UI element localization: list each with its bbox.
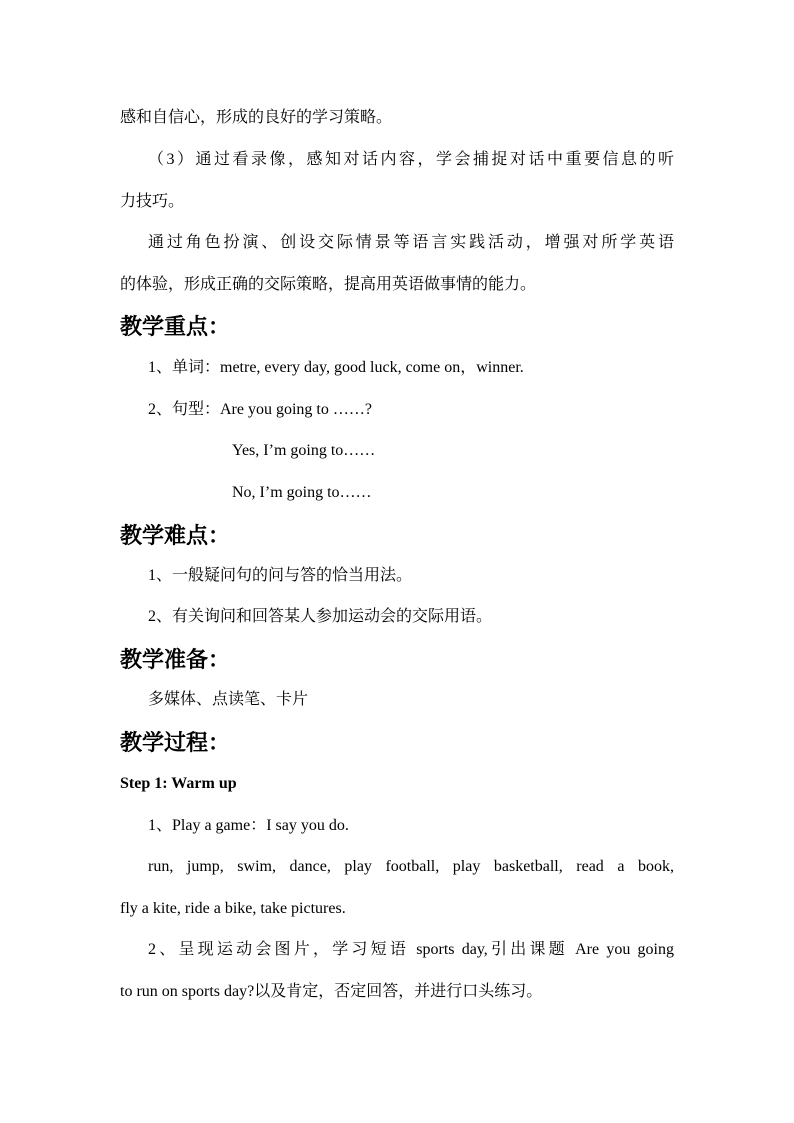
list-item: 2、有关询问和回答某人参加运动会的交际用语。 [148, 608, 493, 625]
list-item: 1、单词：metre, every day, good luck, come on，winner. [148, 359, 524, 376]
section-heading-process: 教学过程： [120, 730, 231, 756]
list-item: 1、Play a game：I say you do. [148, 817, 349, 834]
list-item-continuation: to run on sports day?以及肯定，否定回答，并进行口头练习。 [120, 983, 543, 1000]
list-item: 1、一般疑问句的问与答的恰当用法。 [148, 567, 413, 584]
word-list-line: run, jump, swim, dance, play football, play basketball, read a book, [148, 858, 674, 875]
section-heading-difficulties: 教学难点： [120, 523, 231, 549]
step-title: Step 1: Warm up [120, 775, 237, 792]
word-list-line: fly a kite, ride a bike, take pictures. [120, 900, 346, 917]
preparation-text: 多媒体、点读笔、卡片 [148, 691, 309, 708]
paragraph-line: 的体验，形成正确的交际策略，提高用英语做事情的能力。 [120, 276, 537, 293]
list-item: 2、呈现运动会图片，学习短语 sports day,引出课题 Are you going [148, 941, 674, 958]
sentence-pattern: Yes, I’m going to…… [232, 442, 376, 459]
paragraph-line: 力技巧。 [120, 193, 185, 210]
sentence-pattern: No, I’m going to…… [232, 484, 372, 501]
section-heading-preparation: 教学准备： [120, 647, 231, 673]
paragraph-line: （3）通过看录像，感知对话内容，学会捕捉对话中重要信息的听 [148, 151, 674, 168]
paragraph-line: 感和自信心，形成的良好的学习策略。 [120, 109, 393, 126]
list-item: 2、句型：Are you going to ……? [148, 401, 372, 418]
paragraph-line: 通过角色扮演、创设交际情景等语言实践活动，增强对所学英语 [148, 234, 674, 251]
section-heading-key-points: 教学重点： [120, 314, 231, 340]
